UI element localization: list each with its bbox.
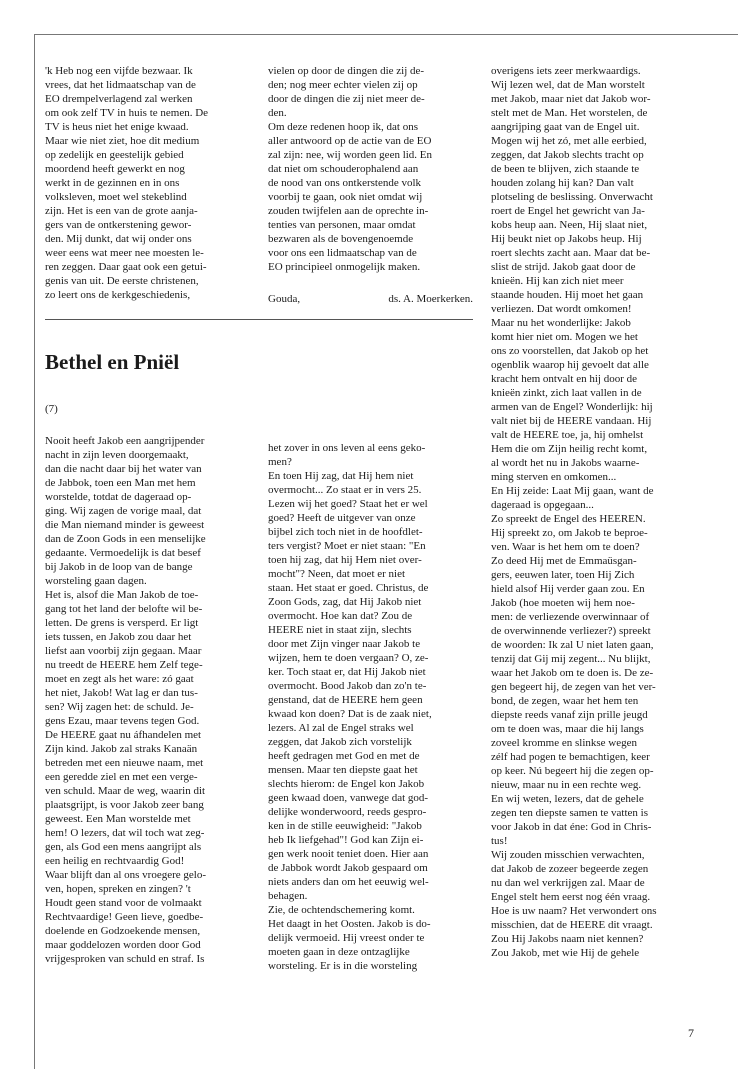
text-line: HEERE niet in staat zijn, slechts xyxy=(268,624,412,636)
text-line: door de dingen die zij niet meer de- xyxy=(268,93,425,105)
article-column-2 xyxy=(268,441,473,973)
text-line: de been te blijven, zich staande te xyxy=(491,163,640,175)
text-line: Lezen wij het goed? Staat het er wel xyxy=(268,498,428,510)
text-line: de nood van ons ontkerstende volk xyxy=(268,177,422,189)
text-line: zijn. Het is een van de grote aanja- xyxy=(45,205,198,217)
text-line: waar het Jakob om te doen is. De ze- xyxy=(491,667,654,679)
signature-place: Gouda, xyxy=(268,293,301,305)
text-line: door met Zijn vinger naar Jakob te xyxy=(268,638,421,650)
text-line: bezwaren als de bovengenoemde xyxy=(268,233,414,245)
text-line: overigens iets zeer merkwaardigs. xyxy=(491,65,641,77)
text-line: worstelde, totdat de dageraad op- xyxy=(45,491,192,503)
text-line: ons zo voorstellen, dat Jakob op het xyxy=(491,345,649,357)
text-line: Zou Jakob, met wie Hij de gehele xyxy=(491,947,640,959)
text-line: delijke wonderwoord, reeds gespro- xyxy=(268,806,427,818)
text-line: Maar nu het wonderlijke: Jakob xyxy=(491,317,631,329)
text-line: vrees, dat het lidmaatschap van de xyxy=(45,79,196,91)
text-line: Houdt geen stand voor de volmaakt xyxy=(45,897,202,909)
text-line: Hij spreekt zo, om Jakob te beproe- xyxy=(491,527,648,539)
section-divider xyxy=(45,319,473,320)
text-line: ken in de stille eeuwigheid: "Jakob xyxy=(268,820,422,832)
text-line: ogenblik waarop hij gevoelt dat alle xyxy=(491,359,649,371)
text-line: geweest. Een Man worstelde met xyxy=(45,813,191,825)
text-line: bijbel zich toch niet in de hoofdlet- xyxy=(268,526,423,538)
text-line: Hoe is uw naam? Het verwondert ons xyxy=(491,905,657,917)
text-line: men? xyxy=(268,456,292,468)
text-line: den. xyxy=(268,107,287,119)
text-line: zo leert ons de kerkgeschiedenis, xyxy=(45,289,191,301)
text-line: tenzij dat Gij mij zegent... Nu blijkt, xyxy=(491,653,651,665)
text-line: ters vergist? Moet er niet staan: "En xyxy=(268,540,426,552)
text-line: diepste reeds vanaf zijn prille jeugd xyxy=(491,709,648,721)
text-line: voorbij te gaan, ook niet omdat wij xyxy=(268,191,423,203)
text-line: delijk vermoeid. Hij vreest onder te xyxy=(268,932,425,944)
text-line: gedaante. Vermoedelijk is dat besef xyxy=(45,547,201,559)
text-line: houden zolang hij kan? Dan valt xyxy=(491,177,634,189)
text-line: die Man niemand minder is geweest xyxy=(45,519,205,531)
text-line: het zover in ons leven al eens geko- xyxy=(268,442,426,454)
text-line: zal zijn: nee, wij worden geen lid. En xyxy=(268,149,433,161)
text-line: slist de strijd. Jakob gaat door de xyxy=(491,261,636,273)
text-line: misschien, dat de HEERE dit vraagt. xyxy=(491,919,653,931)
text-line: EO principieel onmogelijk maken. xyxy=(268,261,421,273)
text-line: om ook zelf TV in huis te nemen. De xyxy=(45,107,209,119)
text-line: verliezen. Dat wordt omkomen! xyxy=(491,303,632,315)
text-line: sen? Wij zagen het: de schuld. Je- xyxy=(45,701,194,713)
text-line: de overwinnende verliezer?) spreekt xyxy=(491,625,651,637)
text-line: Zou Hij Jakobs naam niet kennen? xyxy=(491,933,644,945)
text-line: ven. Waar is het hem om te doen? xyxy=(491,541,640,553)
text-line: bij Jakob in de loop van de bange xyxy=(45,561,193,573)
text-line: gen, als God een mens aangrijpt als xyxy=(45,841,202,853)
text-line: Het daagt in het Oosten. Jakob is do- xyxy=(268,918,431,930)
text-line: vrijgesproken van schuld en straf. Is xyxy=(45,953,205,965)
text-line: ging. Wij zagen de vorige maal, dat xyxy=(45,505,202,517)
text-line: maar goddelozen worden door God xyxy=(45,939,201,951)
text-line: de Jabbok wordt Jakob gespaard om xyxy=(268,862,428,874)
text-line: zegen ten diepste samen te vatten is xyxy=(491,807,648,819)
text-line: gen werk nooit teniet doen. Hier aan xyxy=(268,848,429,860)
text-line: moet en zegt als het ware: zó gaat xyxy=(45,673,194,685)
text-line: aller antwoord op de actie van de EO xyxy=(268,135,432,147)
text-line: ven schuld. Maar de weg, waarin dit xyxy=(45,785,206,797)
text-line: nacht in zijn leven doorgemaakt, xyxy=(45,449,189,461)
text-line: Zoon Gods, zag, dat Hij Jakob niet xyxy=(268,596,422,608)
text-line: zouden twijfelen aan de oprechte in- xyxy=(268,205,429,217)
text-line: zeggen, dat Jakob zich vorstelijk xyxy=(268,736,412,748)
text-line: nu dan wel verkrijgen zal. Maar de xyxy=(491,877,645,889)
text-line: Om deze redenen hoop ik, dat ons xyxy=(268,121,418,133)
text-line: de Jabbok, toen een Man met hem xyxy=(45,477,196,489)
text-line: tenties van personen, maar omdat xyxy=(268,219,416,231)
text-line: lezers. Al zal de Engel straks wel xyxy=(268,722,414,734)
text-line: heb Ik liefgehad"! God kan Zijn ei- xyxy=(268,834,424,846)
text-line: betreden met een nieuwe naam, met xyxy=(45,757,204,769)
text-line: op zedelijk en geestelijk gebied xyxy=(45,149,184,161)
text-line: op keer. Nú begeert hij die zegen op- xyxy=(491,765,654,777)
text-line: Engel stelt hem eerst nog één vraag. xyxy=(491,891,651,903)
text-line: armen van de Engel? Wonderlijk: hij xyxy=(491,401,653,413)
text-line: geen kwaad doen, vanwege dat god- xyxy=(268,792,429,804)
text-line: aangrijping gaat van de Engel uit. xyxy=(491,121,640,133)
text-line: kwaad kon doen? Dat is de zaak niet, xyxy=(268,708,432,720)
text-line: EO drempelverlagend zal werken xyxy=(45,93,193,105)
text-line: een heilig en rechtvaardig God! xyxy=(45,855,185,867)
text-line: En Hij zeide: Laat Mij gaan, want de xyxy=(491,485,654,497)
text-line: zeggen, dat Jakob slechts tracht op xyxy=(491,149,644,161)
text-line: wijzen, hem te doen vergaan? O, ze- xyxy=(268,652,429,664)
text-line: de woorden: Ik zal U niet laten gaan, xyxy=(491,639,654,651)
text-line: kobs heup aan. Neen, Hij slaat niet, xyxy=(491,219,648,231)
text-line: moeten gaan in deze ontzaglijke xyxy=(268,946,410,958)
text-line: Nooit heeft Jakob een aangrijpender xyxy=(45,435,205,447)
text-line: om te doen was, maar die hij langs xyxy=(491,723,644,735)
text-line: dan die nacht daar bij het water van xyxy=(45,463,202,475)
text-line: De HEERE gaat nu áfhandelen met xyxy=(45,729,202,741)
text-line: Zie, de ochtendschemering komt. xyxy=(268,904,415,916)
text-line: valt niet bij de HEERE vandaan. Hij xyxy=(491,415,652,427)
text-line: staande houden. Hij moet het gaan xyxy=(491,289,644,301)
text-line: genstand, dat de HEERE hem geen xyxy=(268,694,423,706)
text-line: ven, hopen, spreken en zingen? 't xyxy=(45,883,191,895)
text-line: tus! xyxy=(491,835,508,847)
text-line: gers, eeuwen later, toen Hij Zich xyxy=(491,569,635,581)
text-line: dan de Zoon Gods in een menselijke xyxy=(45,533,206,545)
text-line: goed? Heeft de uitgever van onze xyxy=(268,512,416,524)
text-line: dat niet om schouderophalend aan xyxy=(268,163,419,175)
text-line: Mogen wij het zó, met alle eerbied, xyxy=(491,135,647,147)
text-line: men: de verliezende overwinnaar of xyxy=(491,611,650,623)
text-line: een geredde ziel en met een verge- xyxy=(45,771,198,783)
text-line: mensen. Maar ten diepste gaat het xyxy=(268,764,418,776)
text-line: al wordt het nu in Jakobs waarne- xyxy=(491,457,640,469)
text-line: Jakob (hoe moeten wij hem noe- xyxy=(491,597,635,609)
text-line: Zo spreekt de Engel des HEEREN. xyxy=(491,513,646,525)
text-line: slechts hierom: de Engel kon Jakob xyxy=(268,778,425,790)
text-line: het niet, Jakob! Wat lag er dan tus- xyxy=(45,687,198,699)
text-line: mocht"? Neen, dat moet er niet xyxy=(268,568,406,580)
text-line: hem! O lezers, dat wil toch wat zeg- xyxy=(45,827,205,839)
text-line: den; nog meer echter vielen zij op xyxy=(268,79,418,91)
text-line: zélf had pogen te bemachtigen, keer xyxy=(491,751,650,763)
text-line: toen hij zag, dat hij Hem niet over- xyxy=(268,554,422,566)
text-line: staan. Het staat er goed. Christus, de xyxy=(268,582,429,594)
text-line: En toen Hij zag, dat Hij hem niet xyxy=(268,470,414,482)
text-line: knieën zinkt, zich laat vallen in de xyxy=(491,387,642,399)
text-line: En wij weten, lezers, dat de gehele xyxy=(491,793,644,805)
text-line: werkt in de gezinnen en in ons xyxy=(45,177,180,189)
text-line: weer eens wat meer nee moesten le- xyxy=(45,247,204,259)
text-line: Zijn kind. Jakob zal straks Kanaän xyxy=(45,743,198,755)
text-line: ming sterven en omkomen... xyxy=(491,471,617,483)
text-line: roert de Engel het gewricht van Ja- xyxy=(491,205,645,217)
text-line: ren zeggen. Daar gaat ook een getui- xyxy=(45,261,207,273)
text-line: voor Jakob in dat éne: God in Chris- xyxy=(491,821,652,833)
text-line: letten. De grens is versperd. Er ligt xyxy=(45,617,199,629)
text-line: Wij lezen wel, dat de Man worstelt xyxy=(491,79,645,91)
text-line: genis van uit. De eerste christenen, xyxy=(45,275,199,287)
text-line: Zo deed Hij met de Emmaüsgan- xyxy=(491,555,637,567)
text-line: kracht hem ontvalt en hij door de xyxy=(491,373,638,385)
text-line: dageraad is opgegaan... xyxy=(491,499,594,511)
text-line: iets tussen, en Jakob zou daar het xyxy=(45,631,192,643)
text-line: heeft gedragen met God en met de xyxy=(268,750,420,762)
text-line: valt de HEERE toe, ja, hij omhelst xyxy=(491,429,644,441)
text-line: zoveel kromme en slinkse wegen xyxy=(491,737,638,749)
text-line: Waar blijft dan al ons vroegere gelo- xyxy=(45,869,206,881)
text-line: volksleven, moet wel stekeblind xyxy=(45,191,187,203)
text-line: Maar wie niet ziet, hoe dit medium xyxy=(45,135,200,147)
text-line: plaatsgrijpt, is voor Jakob zeer bang xyxy=(45,799,204,811)
text-line: Rechtvaardige! Geen lieve, goedbe- xyxy=(45,911,204,923)
text-line: gens Ezau, maar tevens tegen God. xyxy=(45,715,200,727)
text-line: gen begeert hij, de zegen van het ver- xyxy=(491,681,656,693)
text-line: niets anders dan om het eeuwig wel- xyxy=(268,876,429,888)
text-line: hield alsof Hij verder gaan zou. En xyxy=(491,583,645,595)
text-line: behagen. xyxy=(268,890,308,902)
text-line: Het is, alsof die Man Jakob de toe- xyxy=(45,589,199,601)
text-line: plotseling de beslissing. Onverwacht xyxy=(491,191,653,203)
text-line: voor ons een lidmaatschap van de xyxy=(268,247,417,259)
text-line: worsteling gaan dagen. xyxy=(45,575,147,587)
text-line: overmocht... Zo staat er in vers 25. xyxy=(268,484,422,496)
text-line: liefst aan voorbij zijn gegaan. Maar xyxy=(45,645,202,657)
text-line: moordend heeft gewerkt en nog xyxy=(45,163,185,175)
text-line: knieën. Hij kan zich niet meer xyxy=(491,275,624,287)
article-column-3 xyxy=(491,64,696,960)
text-line: Hem die om Zijn heilig recht komt, xyxy=(491,443,648,455)
page-number: 7 xyxy=(688,1026,694,1040)
text-line: gers van de ontkerstening gewor- xyxy=(45,219,192,231)
article-title: Bethel en Pniël xyxy=(45,350,180,374)
text-line: TV is heus niet het enige kwaad. xyxy=(45,121,189,133)
text-line: roert slechts zacht aan. Maar dat be- xyxy=(491,247,651,259)
text-line: ker. Toch staat er, dat Hij Jakob niet xyxy=(268,666,426,678)
text-line: komt hier niet om. Mogen we het xyxy=(491,331,638,343)
article-part-number: (7) xyxy=(45,403,58,415)
text-line: worsteling. Er is in die worsteling xyxy=(268,960,418,972)
letter-column-1 xyxy=(45,64,247,302)
text-line: 'k Heb nog een vijfde bezwaar. Ik xyxy=(45,65,193,77)
text-line: Wij zouden misschien verwachten, xyxy=(491,849,645,861)
text-line: vielen op door de dingen die zij de- xyxy=(268,65,425,77)
text-line: stelt met de Man. Het worstelen, de xyxy=(491,107,648,119)
text-line: nieuw, maar nu in een rechte weg. xyxy=(491,779,642,791)
text-line: doelende en Godzoekende mensen, xyxy=(45,925,201,937)
signature-line xyxy=(268,292,473,306)
text-line: gang tot het land der belofte wil be- xyxy=(45,603,203,615)
article-column-1 xyxy=(45,434,247,966)
signature-name: ds. A. Moerkerken. xyxy=(388,293,473,305)
text-line: Hij beukt niet op Jakobs heup. Hij xyxy=(491,233,642,245)
text-line: overmocht. Bood Jakob dan zo'n te- xyxy=(268,680,427,692)
text-line: nu treedt de HEERE hem Zelf tege- xyxy=(45,659,203,671)
letter-column-2 xyxy=(268,64,473,274)
text-line: bond, de zegen, waar het hem ten xyxy=(491,695,639,707)
text-line: overmocht. Hoe kan dat? Zou de xyxy=(268,610,413,622)
text-line: dat Jakob de zozeer begeerde zegen xyxy=(491,863,649,875)
text-line: den. Mij dunkt, dat wij onder ons xyxy=(45,233,192,245)
text-line: met Jakob, maar niet dat Jakob wor- xyxy=(491,93,651,105)
